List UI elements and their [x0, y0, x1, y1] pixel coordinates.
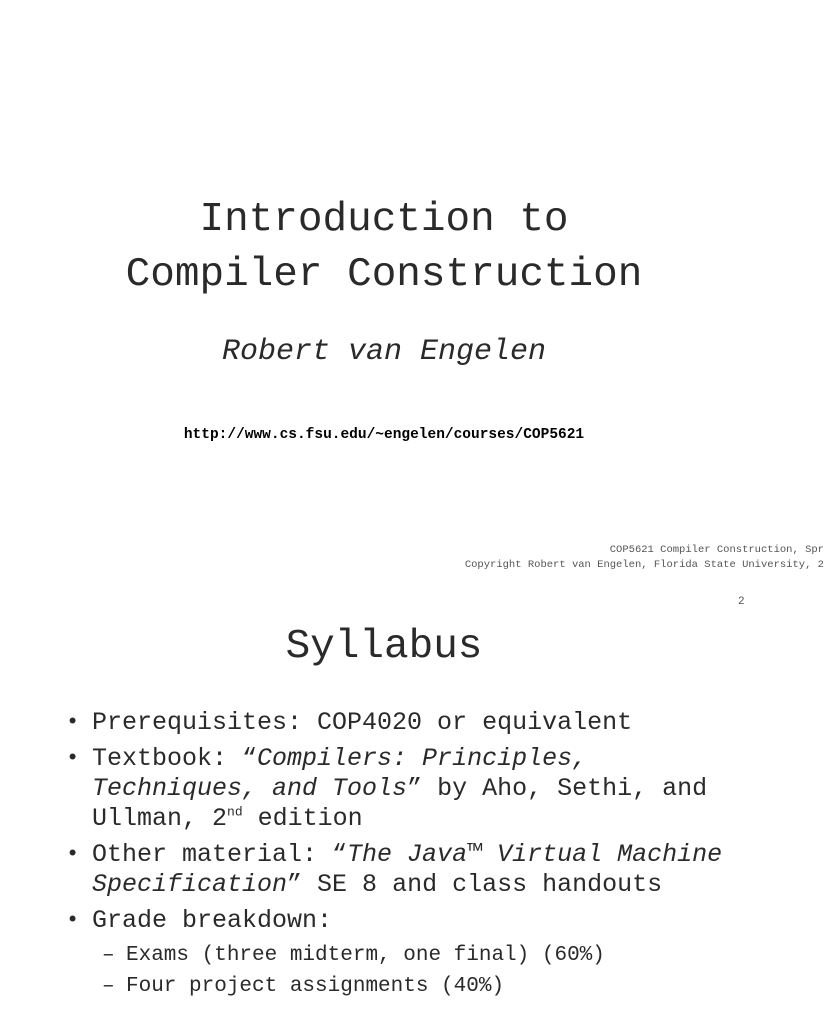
syllabus-slide: [0, 596, 768, 1024]
list-item-textbook: [66, 744, 766, 834]
bullet-icon: •: [66, 746, 80, 771]
textbook-prefix: Textbook: “: [92, 744, 258, 773]
course-url: http://www.cs.fsu.edu/~engelen/courses/COP5621: [183, 427, 585, 443]
footer-copyright: Copyright Robert van Engelen, Florida State University, 2: [464, 558, 824, 571]
slide-title: Syllabus: [285, 624, 483, 670]
sub-item-projects: [92, 971, 766, 1002]
exams-text: Exams (three midterm, one final) (60%): [126, 944, 605, 967]
bullet-icon: •: [66, 842, 80, 867]
footer-course: COP5621 Compiler Construction, Spr: [609, 544, 824, 556]
grade-label: Grade breakdown:: [92, 906, 333, 935]
other-suffix: ” SE 8 and class handouts: [287, 870, 663, 899]
author-name: Robert van Engelen: [221, 335, 547, 369]
slide-footer: [465, 543, 824, 572]
page-number: 2: [738, 596, 745, 608]
textbook-edition-sup: nd: [227, 804, 243, 820]
list-item-other-material: [66, 840, 766, 900]
prerequisites-text: Prerequisites: COP4020 or equivalent: [92, 708, 633, 737]
grade-sublist: [92, 940, 766, 1002]
sub-item-exams: [92, 940, 766, 971]
bullet-icon: •: [66, 908, 80, 933]
projects-text: Four project assignments (40%): [126, 975, 505, 998]
textbook-title: Compilers: Principles, Techniques, and Tools: [92, 744, 588, 803]
textbook-end: edition: [242, 804, 363, 833]
other-title: The Java™ Virtual Machine Specification: [92, 840, 723, 899]
title-line-1: Introduction to: [199, 197, 569, 243]
textbook-suffix: ” by Aho, Sethi, and Ullman, 2: [92, 774, 708, 833]
bullet-list: [66, 708, 766, 1008]
slide-title: [0, 193, 768, 303]
dash-icon: –: [102, 944, 115, 967]
title-line-2: Compiler Construction: [125, 252, 643, 298]
list-item-grade: [66, 906, 766, 1002]
list-item-prerequisites: [66, 708, 766, 738]
other-prefix: Other material: “: [92, 840, 348, 869]
dash-icon: –: [102, 975, 115, 998]
bullet-icon: •: [66, 710, 80, 735]
